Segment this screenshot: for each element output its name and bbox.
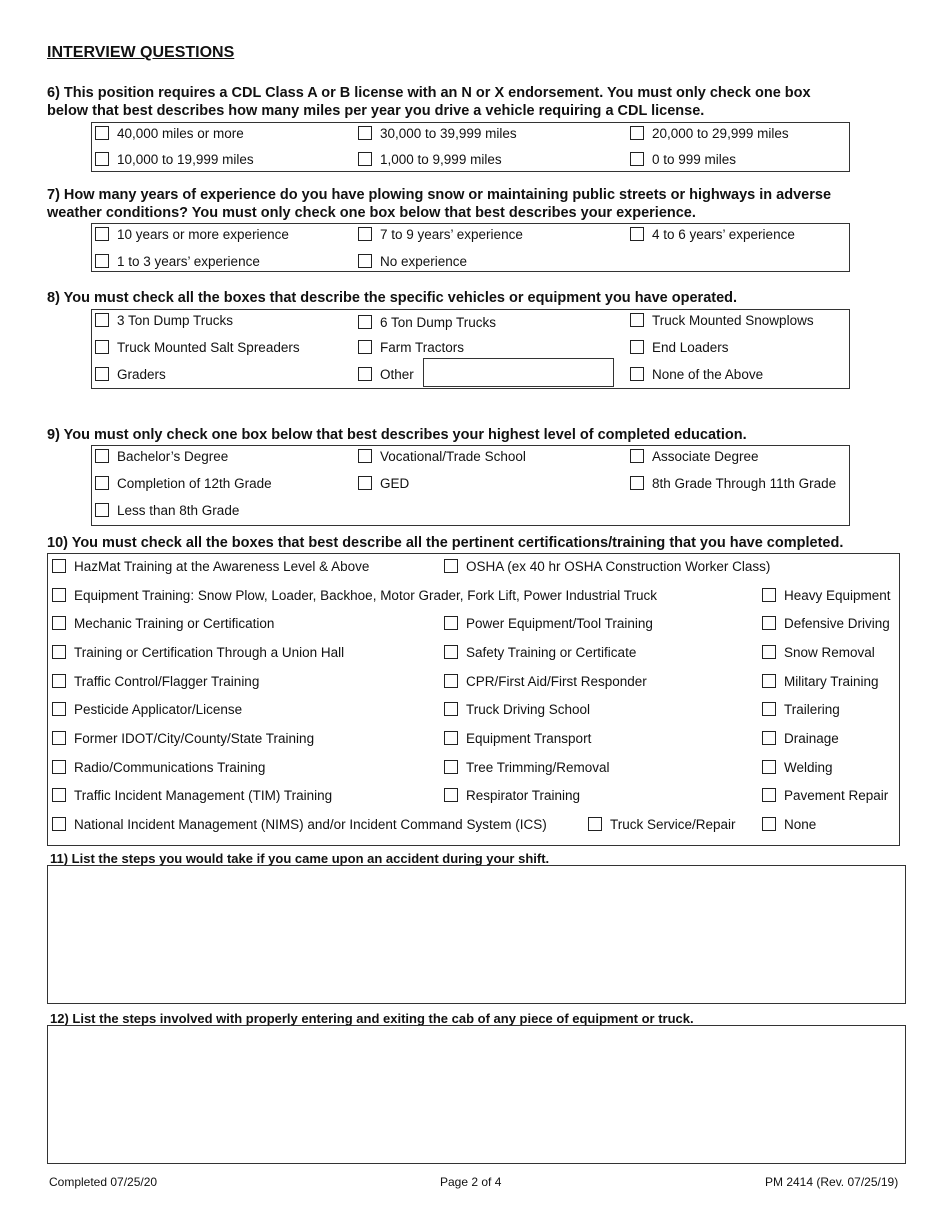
q10-option-7[interactable] bbox=[52, 643, 344, 661]
checkbox[interactable] bbox=[762, 760, 776, 774]
q10-option-27[interactable] bbox=[762, 815, 816, 833]
q10-option-10[interactable] bbox=[52, 672, 259, 690]
checkbox[interactable] bbox=[444, 645, 458, 659]
option-label: Less than 8th Grade bbox=[117, 502, 240, 518]
q7-text-line2: weather conditions? You must only check one box below that best describes your experience. bbox=[47, 205, 696, 221]
checkbox[interactable] bbox=[444, 674, 458, 688]
checkbox[interactable] bbox=[95, 227, 109, 241]
checkbox[interactable] bbox=[95, 254, 109, 268]
q10-option-0[interactable] bbox=[52, 557, 369, 575]
option-label: Equipment Transport bbox=[466, 730, 592, 746]
option-label: Military Training bbox=[784, 673, 879, 689]
q8-option-5[interactable] bbox=[630, 338, 729, 356]
option-label: Tree Trimming/Removal bbox=[466, 759, 610, 775]
checkbox[interactable] bbox=[95, 367, 109, 381]
checkbox[interactable] bbox=[444, 731, 458, 745]
q10-option-18[interactable] bbox=[762, 729, 839, 747]
checkbox[interactable] bbox=[358, 315, 372, 329]
q6-option-4[interactable] bbox=[358, 150, 502, 168]
option-label: End Loaders bbox=[652, 339, 729, 355]
checkbox[interactable] bbox=[358, 340, 372, 354]
checkbox[interactable] bbox=[762, 616, 776, 630]
option-label: Drainage bbox=[784, 730, 839, 746]
option-label: OSHA (ex 40 hr OSHA Construction Worker Class) bbox=[466, 558, 771, 574]
option-label: None of the Above bbox=[652, 366, 764, 382]
checkbox[interactable] bbox=[630, 227, 644, 241]
footer-page-number: Page 2 of 4 bbox=[440, 1175, 502, 1189]
checkbox[interactable] bbox=[444, 788, 458, 802]
checkbox[interactable] bbox=[52, 559, 66, 573]
q9-option-4[interactable] bbox=[358, 474, 409, 492]
option-label: No experience bbox=[380, 253, 468, 269]
option-label: 10 years or more experience bbox=[117, 226, 289, 242]
q10-option-6[interactable] bbox=[762, 614, 890, 632]
checkbox[interactable] bbox=[762, 588, 776, 602]
checkbox[interactable] bbox=[630, 152, 644, 166]
checkbox[interactable] bbox=[52, 674, 66, 688]
q8-option-8[interactable] bbox=[630, 365, 763, 383]
checkbox[interactable] bbox=[444, 702, 458, 716]
q10-option-15[interactable] bbox=[762, 700, 840, 718]
q9-option-0[interactable] bbox=[95, 447, 228, 465]
checkbox[interactable] bbox=[630, 449, 644, 463]
checkbox[interactable] bbox=[762, 788, 776, 802]
checkbox[interactable] bbox=[630, 313, 644, 327]
option-label: Heavy Equipment bbox=[784, 587, 891, 603]
option-label: 0 to 999 miles bbox=[652, 151, 737, 167]
page-title: INTERVIEW QUESTIONS bbox=[47, 44, 235, 61]
option-label: Vocational/Trade School bbox=[380, 448, 526, 464]
checkbox[interactable] bbox=[358, 476, 372, 490]
option-label: Mechanic Training or Certification bbox=[74, 615, 275, 631]
q6-option-1[interactable] bbox=[358, 124, 517, 142]
option-label: Welding bbox=[784, 759, 833, 775]
option-label: Traffic Incident Management (TIM) Training bbox=[74, 787, 333, 803]
option-label: Radio/Communications Training bbox=[74, 759, 266, 775]
option-label: None bbox=[784, 816, 817, 832]
checkbox[interactable] bbox=[52, 760, 66, 774]
q7-option-3[interactable] bbox=[95, 252, 260, 270]
q10-option-20[interactable] bbox=[444, 758, 610, 776]
option-label: Pesticide Applicator/License bbox=[74, 701, 243, 717]
option-label: Snow Removal bbox=[784, 644, 875, 660]
option-label: Equipment Training: Snow Plow, Loader, Backhoe, Motor Grader, Fork Lift, Power Industrial Truck bbox=[74, 587, 658, 603]
q7-text-line1: 7) How many years of experience do you have plowing snow or maintaining public streets or highways in adverse bbox=[47, 187, 832, 203]
option-label: Graders bbox=[117, 366, 166, 382]
q8-option-1[interactable] bbox=[358, 313, 496, 331]
q10-option-13[interactable] bbox=[52, 700, 242, 718]
q10-option-4[interactable] bbox=[52, 614, 274, 632]
option-label: Other bbox=[380, 366, 414, 382]
checkbox[interactable] bbox=[358, 126, 372, 140]
checkbox[interactable] bbox=[95, 503, 109, 517]
option-label: 8th Grade Through 11th Grade bbox=[652, 475, 837, 491]
option-label: 1 to 3 years’ experience bbox=[117, 253, 260, 269]
q10-option-23[interactable] bbox=[444, 786, 580, 804]
option-label: Trailering bbox=[784, 701, 840, 717]
checkbox[interactable] bbox=[762, 702, 776, 716]
checkbox[interactable] bbox=[95, 476, 109, 490]
q7-option-1[interactable] bbox=[358, 225, 523, 243]
checkbox[interactable] bbox=[358, 367, 372, 381]
q10-option-11[interactable] bbox=[444, 672, 647, 690]
option-label: Farm Tractors bbox=[380, 339, 465, 355]
q8-option-7[interactable] bbox=[358, 365, 414, 383]
q12-answer-area[interactable] bbox=[47, 1025, 906, 1164]
checkbox[interactable] bbox=[762, 731, 776, 745]
checkbox[interactable] bbox=[444, 616, 458, 630]
q8-text: 8) You must check all the boxes that describe the specific vehicles or equipment you have operated. bbox=[47, 290, 738, 306]
q9-option-6[interactable] bbox=[95, 501, 239, 519]
q10-option-5[interactable] bbox=[444, 614, 653, 632]
checkbox[interactable] bbox=[95, 340, 109, 354]
q8-option-0[interactable] bbox=[95, 311, 233, 329]
checkbox[interactable] bbox=[95, 313, 109, 327]
checkbox[interactable] bbox=[358, 449, 372, 463]
q6-text-line1: 6) This position requires a CDL Class A or B license with an N or X endorsement. You must only check one box bbox=[47, 85, 811, 101]
option-label: Traffic Control/Flagger Training bbox=[74, 673, 260, 689]
option-label: Truck Driving School bbox=[466, 701, 591, 717]
q10-option-1[interactable] bbox=[444, 557, 770, 575]
option-label: CPR/First Aid/First Responder bbox=[466, 673, 647, 689]
checkbox[interactable] bbox=[95, 449, 109, 463]
q10-option-9[interactable] bbox=[762, 643, 875, 661]
option-label: HazMat Training at the Awareness Level & Above bbox=[74, 558, 370, 574]
q10-option-26[interactable] bbox=[588, 815, 736, 833]
q11-label: 11) List the steps you would take if you came upon an accident during your shift. bbox=[50, 851, 550, 866]
q10-option-22[interactable] bbox=[52, 786, 332, 804]
q10-text: 10) You must check all the boxes that best describe all the pertinent certifications/training that you have completed. bbox=[47, 535, 844, 551]
option-label: Completion of 12th Grade bbox=[117, 475, 272, 491]
option-label: National Incident Management (NIMS) and/or Incident Command System (ICS) bbox=[74, 816, 547, 832]
option-label: 40,000 miles or more bbox=[117, 125, 244, 141]
checkbox[interactable] bbox=[52, 645, 66, 659]
option-label: Associate Degree bbox=[652, 448, 759, 464]
q8-option-2[interactable] bbox=[630, 311, 814, 329]
q6-option-0[interactable] bbox=[95, 124, 244, 142]
option-label: Truck Mounted Salt Spreaders bbox=[117, 339, 300, 355]
q8-option-4[interactable] bbox=[358, 338, 464, 356]
option-label: Power Equipment/Tool Training bbox=[466, 615, 653, 631]
option-label: Defensive Driving bbox=[784, 615, 890, 631]
checkbox[interactable] bbox=[358, 152, 372, 166]
q12-label: 12) List the steps involved with properly entering and exiting the cab of any piece of equipment or truck. bbox=[50, 1011, 694, 1026]
q10-option-21[interactable] bbox=[762, 758, 833, 776]
option-label: 10,000 to 19,999 miles bbox=[117, 151, 254, 167]
checkbox[interactable] bbox=[762, 817, 776, 831]
checkbox[interactable] bbox=[52, 788, 66, 802]
q10-option-17[interactable] bbox=[444, 729, 591, 747]
q9-option-1[interactable] bbox=[358, 447, 526, 465]
option-label: 30,000 to 39,999 miles bbox=[380, 125, 517, 141]
q6-option-3[interactable] bbox=[95, 150, 254, 168]
option-label: Respirator Training bbox=[466, 787, 581, 803]
option-label: 3 Ton Dump Trucks bbox=[117, 312, 234, 328]
q6-option-2[interactable] bbox=[630, 124, 789, 142]
option-label: Truck Service/Repair bbox=[610, 816, 736, 832]
checkbox[interactable] bbox=[95, 152, 109, 166]
checkbox[interactable] bbox=[588, 817, 602, 831]
checkbox[interactable] bbox=[762, 645, 776, 659]
checkbox[interactable] bbox=[630, 476, 644, 490]
q10-option-14[interactable] bbox=[444, 700, 590, 718]
checkbox[interactable] bbox=[358, 227, 372, 241]
footer-form-number: PM 2414 (Rev. 07/25/19) bbox=[765, 1175, 899, 1189]
checkbox[interactable] bbox=[762, 674, 776, 688]
option-label: GED bbox=[380, 475, 410, 491]
option-label: Pavement Repair bbox=[784, 787, 889, 803]
option-label: 20,000 to 29,999 miles bbox=[652, 125, 789, 141]
option-label: Bachelor’s Degree bbox=[117, 448, 229, 464]
option-label: 6 Ton Dump Trucks bbox=[380, 314, 497, 330]
option-label: Truck Mounted Snowplows bbox=[652, 312, 814, 328]
checkbox[interactable] bbox=[52, 616, 66, 630]
option-label: 4 to 6 years’ experience bbox=[652, 226, 795, 242]
checkbox[interactable] bbox=[358, 254, 372, 268]
checkbox[interactable] bbox=[444, 760, 458, 774]
checkbox[interactable] bbox=[630, 340, 644, 354]
footer-completed-date: Completed 07/25/20 bbox=[49, 1175, 158, 1189]
checkbox[interactable] bbox=[630, 126, 644, 140]
q7-option-0[interactable] bbox=[95, 225, 289, 243]
checkbox[interactable] bbox=[52, 731, 66, 745]
checkbox[interactable] bbox=[630, 367, 644, 381]
q10-option-8[interactable] bbox=[444, 643, 636, 661]
q9-option-5[interactable] bbox=[630, 474, 836, 492]
q6-text-line2: below that best describes how many miles per year you drive a vehicle requiring a CDL license. bbox=[47, 103, 705, 119]
q8-option-3[interactable] bbox=[95, 338, 300, 356]
q8-other-input[interactable] bbox=[423, 358, 614, 387]
option-label: Training or Certification Through a Union Hall bbox=[74, 644, 345, 660]
q9-text: 9) You must only check one box below that best describes your highest level of completed education. bbox=[47, 427, 747, 443]
option-label: Former IDOT/City/County/State Training bbox=[74, 730, 315, 746]
q10-option-16[interactable] bbox=[52, 729, 314, 747]
option-label: 7 to 9 years’ experience bbox=[380, 226, 523, 242]
option-label: 1,000 to 9,999 miles bbox=[380, 151, 502, 167]
checkbox[interactable] bbox=[52, 702, 66, 716]
q11-answer-area[interactable] bbox=[47, 865, 906, 1004]
q9-option-3[interactable] bbox=[95, 474, 272, 492]
option-label: Safety Training or Certificate bbox=[466, 644, 637, 660]
q8-option-6[interactable] bbox=[95, 365, 166, 383]
q6-option-5[interactable] bbox=[630, 150, 736, 168]
q9-option-2[interactable] bbox=[630, 447, 759, 465]
q10-option-24[interactable] bbox=[762, 786, 888, 804]
checkbox[interactable] bbox=[95, 126, 109, 140]
q10-option-25[interactable] bbox=[52, 815, 547, 833]
checkbox[interactable] bbox=[444, 559, 458, 573]
q7-option-2[interactable] bbox=[630, 225, 795, 243]
q10-option-2[interactable] bbox=[52, 586, 657, 604]
checkbox[interactable] bbox=[52, 588, 66, 602]
checkbox[interactable] bbox=[52, 817, 66, 831]
q7-option-4[interactable] bbox=[358, 252, 467, 270]
q10-option-19[interactable] bbox=[52, 758, 265, 776]
q10-option-12[interactable] bbox=[762, 672, 879, 690]
q10-option-3[interactable] bbox=[762, 586, 891, 604]
